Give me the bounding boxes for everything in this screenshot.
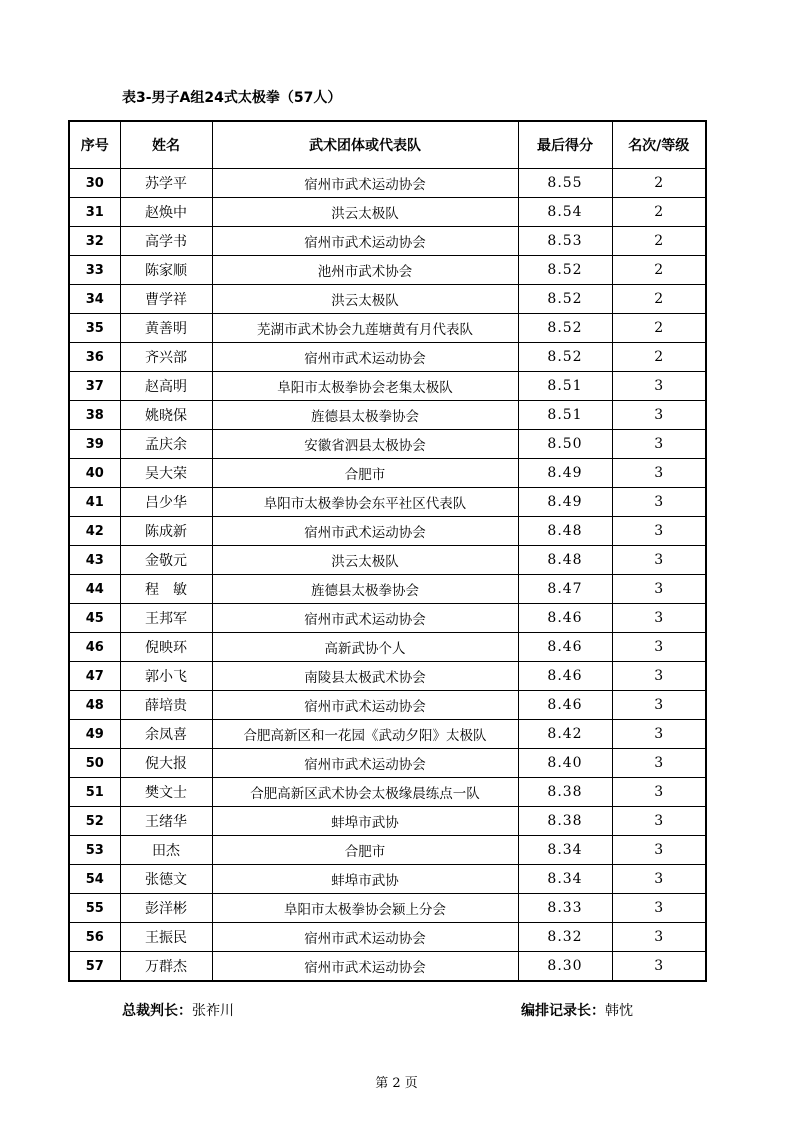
cell-rank: 3 (612, 662, 706, 691)
cell-name: 王振民 (120, 923, 212, 952)
table-row (69, 169, 706, 198)
table-row (69, 198, 706, 227)
cell-rank: 2 (612, 169, 706, 198)
table-title: 表3-男子A组24式太极拳（57人） (122, 90, 342, 106)
cell-organization: 高新武协个人 (212, 633, 518, 662)
table-row (69, 488, 706, 517)
cell-rank: 3 (612, 575, 706, 604)
cell-score: 8.40 (518, 749, 612, 778)
cell-organization: 洪云太极队 (212, 546, 518, 575)
table-row (69, 459, 706, 488)
cell-organization: 合肥高新区武术协会太极缘晨练点一队 (212, 778, 518, 807)
cell-organization: 南陵县太极武术协会 (212, 662, 518, 691)
cell-score: 8.32 (518, 923, 612, 952)
cell-rank: 3 (612, 691, 706, 720)
cell-score: 8.46 (518, 633, 612, 662)
cell-rank: 3 (612, 894, 706, 923)
cell-rank: 3 (612, 633, 706, 662)
cell-score: 8.34 (518, 836, 612, 865)
cell-number: 57 (69, 952, 120, 982)
table-row (69, 285, 706, 314)
cell-organization: 宿州市武术运动协会 (212, 343, 518, 372)
cell-score: 8.48 (518, 546, 612, 575)
chief-judge-name: 张祚川 (192, 1003, 234, 1019)
cell-number: 32 (69, 227, 120, 256)
cell-number: 37 (69, 372, 120, 401)
cell-number: 42 (69, 517, 120, 546)
cell-number: 47 (69, 662, 120, 691)
cell-rank: 3 (612, 517, 706, 546)
cell-score: 8.52 (518, 314, 612, 343)
cell-score: 8.34 (518, 865, 612, 894)
table-row (69, 372, 706, 401)
table-row (69, 314, 706, 343)
page-number: 第 2 页 (375, 1076, 418, 1091)
cell-score: 8.33 (518, 894, 612, 923)
cell-name: 陈家顺 (120, 256, 212, 285)
cell-number: 48 (69, 691, 120, 720)
cell-rank: 2 (612, 198, 706, 227)
cell-score: 8.55 (518, 169, 612, 198)
cell-organization: 阜阳市太极拳协会颍上分会 (212, 894, 518, 923)
cell-organization: 宿州市武术运动协会 (212, 749, 518, 778)
cell-name: 黄善明 (120, 314, 212, 343)
cell-name: 吴大荣 (120, 459, 212, 488)
header-number: 序号 (69, 121, 120, 169)
table-row (69, 923, 706, 952)
cell-name: 姚晓保 (120, 401, 212, 430)
table-row (69, 546, 706, 575)
recorder-label: 编排记录长： (521, 1003, 605, 1019)
table-row (69, 691, 706, 720)
cell-rank: 3 (612, 604, 706, 633)
cell-organization: 旌德县太极拳协会 (212, 575, 518, 604)
cell-name: 倪大报 (120, 749, 212, 778)
cell-rank: 3 (612, 923, 706, 952)
cell-score: 8.38 (518, 807, 612, 836)
cell-score: 8.54 (518, 198, 612, 227)
cell-organization: 宿州市武术运动协会 (212, 923, 518, 952)
cell-number: 53 (69, 836, 120, 865)
cell-organization: 宿州市武术运动协会 (212, 952, 518, 982)
table-row (69, 517, 706, 546)
cell-rank: 2 (612, 314, 706, 343)
cell-organization: 合肥高新区和一花园《武动夕阳》太极队 (212, 720, 518, 749)
cell-score: 8.46 (518, 604, 612, 633)
table-row (69, 952, 706, 982)
cell-name: 余凤喜 (120, 720, 212, 749)
cell-organization: 合肥市 (212, 836, 518, 865)
cell-score: 8.51 (518, 401, 612, 430)
table-header-row (69, 121, 706, 169)
cell-rank: 3 (612, 546, 706, 575)
cell-score: 8.51 (518, 372, 612, 401)
cell-name: 吕少华 (120, 488, 212, 517)
cell-rank: 3 (612, 749, 706, 778)
cell-rank: 3 (612, 807, 706, 836)
cell-name: 田杰 (120, 836, 212, 865)
cell-rank: 3 (612, 401, 706, 430)
cell-score: 8.52 (518, 256, 612, 285)
cell-number: 51 (69, 778, 120, 807)
table-row (69, 662, 706, 691)
table-row (69, 836, 706, 865)
cell-name: 高学书 (120, 227, 212, 256)
table-row (69, 778, 706, 807)
cell-number: 43 (69, 546, 120, 575)
cell-score: 8.50 (518, 430, 612, 459)
header-organization: 武术团体或代表队 (212, 121, 518, 169)
recorder-name: 韩忱 (605, 1003, 633, 1019)
header-rank: 名次/等级 (612, 121, 706, 169)
cell-organization: 合肥市 (212, 459, 518, 488)
cell-score: 8.48 (518, 517, 612, 546)
cell-name: 金敬元 (120, 546, 212, 575)
cell-name: 齐兴部 (120, 343, 212, 372)
cell-number: 33 (69, 256, 120, 285)
cell-number: 30 (69, 169, 120, 198)
cell-name: 陈成新 (120, 517, 212, 546)
cell-name: 彭洋彬 (120, 894, 212, 923)
table-row (69, 430, 706, 459)
cell-organization: 阜阳市太极拳协会老集太极队 (212, 372, 518, 401)
recorder (521, 1000, 633, 1020)
cell-score: 8.46 (518, 691, 612, 720)
cell-name: 王绪华 (120, 807, 212, 836)
cell-organization: 阜阳市太极拳协会东平社区代表队 (212, 488, 518, 517)
cell-rank: 3 (612, 952, 706, 982)
cell-number: 56 (69, 923, 120, 952)
cell-rank: 3 (612, 778, 706, 807)
cell-number: 40 (69, 459, 120, 488)
cell-organization: 宿州市武术运动协会 (212, 604, 518, 633)
cell-organization: 宿州市武术运动协会 (212, 169, 518, 198)
cell-organization: 旌德县太极拳协会 (212, 401, 518, 430)
cell-number: 46 (69, 633, 120, 662)
cell-score: 8.38 (518, 778, 612, 807)
cell-name: 孟庆余 (120, 430, 212, 459)
cell-number: 38 (69, 401, 120, 430)
table-row (69, 256, 706, 285)
table-row (69, 749, 706, 778)
cell-score: 8.52 (518, 343, 612, 372)
cell-organization: 蚌埠市武协 (212, 807, 518, 836)
table-row (69, 894, 706, 923)
cell-number: 34 (69, 285, 120, 314)
cell-organization: 蚌埠市武协 (212, 865, 518, 894)
cell-name: 郭小飞 (120, 662, 212, 691)
cell-rank: 3 (612, 488, 706, 517)
table-row (69, 575, 706, 604)
cell-number: 44 (69, 575, 120, 604)
cell-name: 赵高明 (120, 372, 212, 401)
cell-organization: 洪云太极队 (212, 198, 518, 227)
cell-name: 倪映环 (120, 633, 212, 662)
cell-name: 樊文士 (120, 778, 212, 807)
table-row (69, 343, 706, 372)
cell-number: 35 (69, 314, 120, 343)
cell-rank: 2 (612, 285, 706, 314)
cell-name: 薛培贵 (120, 691, 212, 720)
cell-organization: 安徽省泗县太极协会 (212, 430, 518, 459)
cell-rank: 2 (612, 256, 706, 285)
cell-organization: 池州市武术协会 (212, 256, 518, 285)
cell-number: 31 (69, 198, 120, 227)
table-row (69, 633, 706, 662)
cell-score: 8.46 (518, 662, 612, 691)
cell-name: 曹学祥 (120, 285, 212, 314)
cell-score: 8.52 (518, 285, 612, 314)
cell-number: 49 (69, 720, 120, 749)
cell-name: 程 敏 (120, 575, 212, 604)
cell-name: 万群杰 (120, 952, 212, 982)
cell-number: 52 (69, 807, 120, 836)
cell-rank: 3 (612, 865, 706, 894)
cell-rank: 3 (612, 459, 706, 488)
results-table (68, 120, 707, 982)
table-body (69, 169, 706, 982)
cell-number: 50 (69, 749, 120, 778)
table-row (69, 865, 706, 894)
cell-number: 41 (69, 488, 120, 517)
cell-number: 54 (69, 865, 120, 894)
chief-judge-label: 总裁判长： (122, 1003, 192, 1019)
cell-organization: 洪云太极队 (212, 285, 518, 314)
header-name: 姓名 (120, 121, 212, 169)
cell-name: 赵焕中 (120, 198, 212, 227)
cell-score: 8.49 (518, 459, 612, 488)
cell-name: 张德文 (120, 865, 212, 894)
cell-number: 36 (69, 343, 120, 372)
cell-rank: 2 (612, 343, 706, 372)
cell-score: 8.47 (518, 575, 612, 604)
cell-score: 8.53 (518, 227, 612, 256)
cell-rank: 3 (612, 430, 706, 459)
cell-rank: 3 (612, 372, 706, 401)
cell-number: 55 (69, 894, 120, 923)
header-score: 最后得分 (518, 121, 612, 169)
cell-organization: 宿州市武术运动协会 (212, 517, 518, 546)
cell-rank: 3 (612, 720, 706, 749)
cell-score: 8.42 (518, 720, 612, 749)
cell-rank: 2 (612, 227, 706, 256)
table-row (69, 227, 706, 256)
cell-name: 苏学平 (120, 169, 212, 198)
table-row (69, 401, 706, 430)
table-row (69, 720, 706, 749)
cell-organization: 宿州市武术运动协会 (212, 227, 518, 256)
cell-number: 45 (69, 604, 120, 633)
table-row (69, 604, 706, 633)
cell-rank: 3 (612, 836, 706, 865)
cell-name: 王邦军 (120, 604, 212, 633)
chief-judge (122, 1000, 234, 1020)
cell-organization: 宿州市武术运动协会 (212, 691, 518, 720)
cell-number: 39 (69, 430, 120, 459)
cell-score: 8.49 (518, 488, 612, 517)
cell-organization: 芜湖市武术协会九莲塘黄有月代表队 (212, 314, 518, 343)
cell-score: 8.30 (518, 952, 612, 982)
table-row (69, 807, 706, 836)
